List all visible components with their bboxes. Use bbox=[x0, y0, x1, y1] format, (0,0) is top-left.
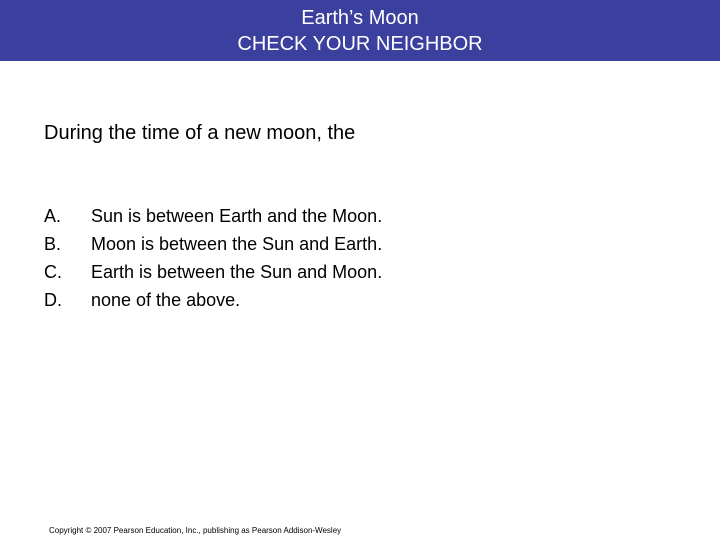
choice-letter: C. bbox=[44, 262, 62, 282]
choice-b bbox=[44, 230, 382, 258]
choice-letter: A. bbox=[44, 206, 62, 226]
question-text: During the time of a new moon, the bbox=[44, 122, 356, 144]
choice-text: Earth is between the Sun and Moon. bbox=[91, 262, 383, 282]
answer-choices bbox=[44, 202, 382, 314]
slide-subtitle: CHECK YOUR NEIGHBOR bbox=[237, 33, 483, 55]
choice-letter: D. bbox=[44, 290, 62, 310]
choice-text: Sun is between Earth and the Moon. bbox=[91, 206, 383, 226]
choice-text: none of the above. bbox=[91, 290, 241, 310]
choice-d bbox=[44, 286, 382, 314]
slide-title: Earth’s Moon bbox=[301, 7, 419, 29]
title-bar bbox=[0, 0, 720, 61]
choice-a bbox=[44, 202, 382, 230]
choice-letter: B. bbox=[44, 234, 62, 254]
choice-text: Moon is between the Sun and Earth. bbox=[91, 234, 383, 254]
copyright-footer: Copyright © 2007 Pearson Education, Inc., publishing as Pearson Addison-Wesley bbox=[49, 526, 342, 535]
choice-c bbox=[44, 258, 382, 286]
